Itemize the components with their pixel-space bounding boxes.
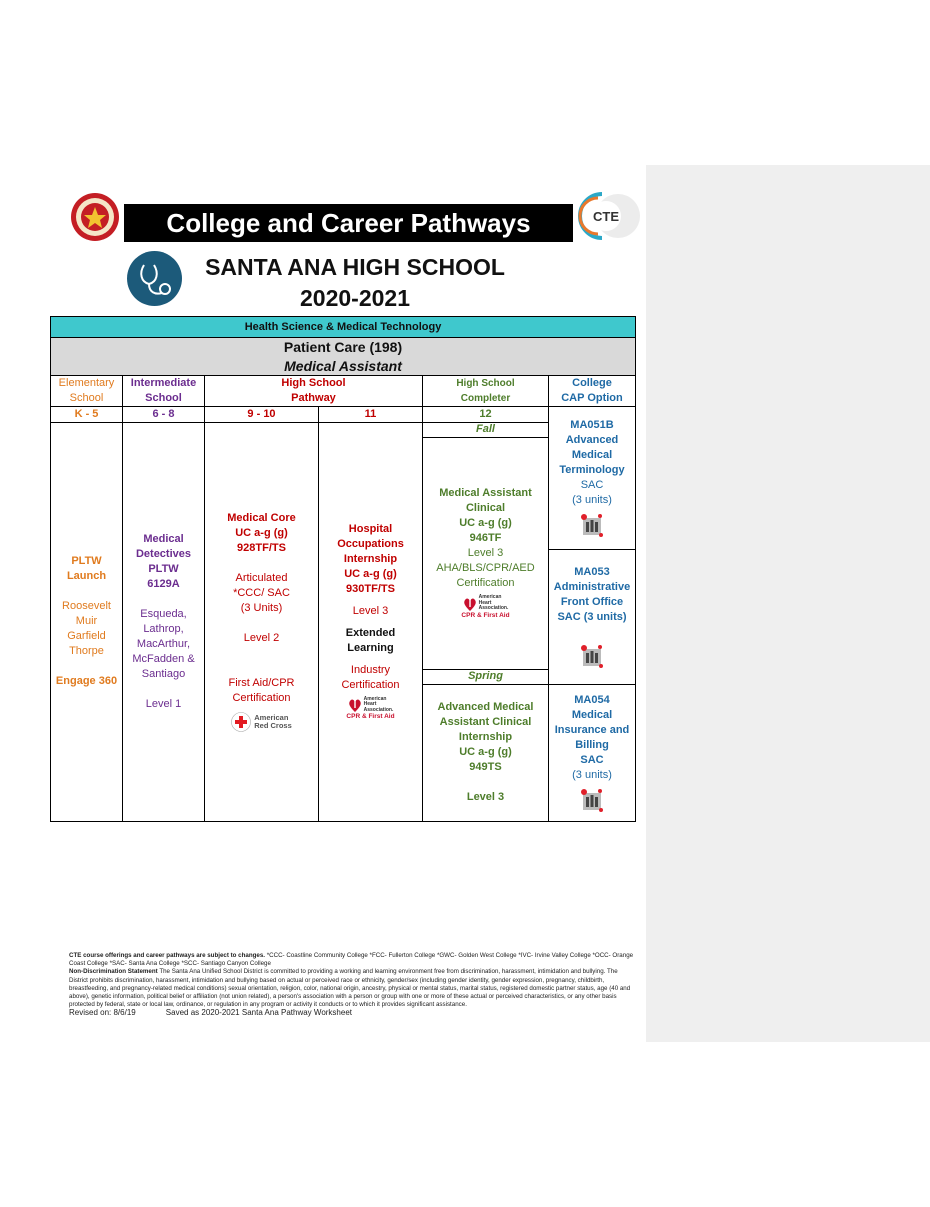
intermediate-line: Detectives — [135, 547, 192, 560]
footer-lead: CTE course offerings and career pathways are subject to changes. — [69, 952, 265, 959]
course-title: UC a-g (g) — [459, 517, 512, 530]
elementary-school: Muir — [75, 615, 98, 627]
elementary-extra: Engage 360 — [55, 675, 118, 687]
col-header-elementary — [50, 376, 123, 407]
school-year: 2020-2021 — [300, 285, 410, 311]
saved-as-note: Saved as 2020-2021 Santa Ana Pathway Worksheet — [165, 1008, 352, 1017]
logo-text: Heart — [478, 599, 492, 606]
col-header-label: CAP Option — [561, 392, 623, 404]
nondiscrimination-text: The Santa Ana Unified School District is committed to providing a working and learning environment free from discrimination, harassment, intimidation and bullying. The District prohibits discrimination, harassment, intimidation and bullying based on actual or perceived race or ethnicity, gender/sex (including gender identity, gender expression, pregnancy, childbirth, breastfeeding, and pregnancy-related medical conditions) sexual orientation, religion, color, national origin, ancestry, physical or mental status, marital status, registered domestic partner status, age (40 and above), genetic information, political belief or affiliation (not union related), a person's association with a person or group with one or more of these actual or perceived characteristics, or any other basis protected by federal, state or local law, ordinance, or regulation in any program or activity it conducts or to which it provides significant assistance. — [69, 968, 631, 1009]
aha-logo — [346, 697, 394, 722]
course-detail: AHA/BLS/CPR/AED — [436, 562, 535, 575]
school-name: SANTA ANA HIGH SCHOOL — [205, 254, 505, 280]
college-course-title: Insurance and — [554, 723, 630, 736]
grade-9-10-column — [204, 422, 319, 822]
red-cross-icon — [231, 712, 251, 732]
course-title: UC a-g (g) — [235, 527, 288, 539]
spring-course — [422, 684, 549, 822]
fall-label: Fall — [422, 422, 549, 438]
intermediate-school: Esqueda, — [140, 607, 187, 620]
college-course-title: Medical — [571, 708, 613, 721]
logo-subtext: CPR & First Aid — [461, 611, 510, 619]
logo-text: Association. — [363, 706, 394, 713]
course-title: Medical Core — [227, 512, 296, 524]
college-course-title: MA053 — [574, 565, 610, 578]
pathway-subtitle: Medical Assistant — [284, 357, 402, 374]
college-course-title: Terminology — [559, 463, 625, 476]
college-building-icon — [579, 787, 605, 813]
course-level: Level 3 — [352, 604, 389, 617]
college-course-title: MA051B — [570, 418, 614, 431]
col-header-label: Intermediate — [130, 377, 197, 389]
extended-learning: Extended — [345, 626, 396, 639]
col-header-label: School — [69, 392, 104, 404]
logo-text: American — [363, 695, 387, 702]
grade-6-8: 6 - 8 — [122, 406, 205, 423]
industry-cert: Certification — [341, 678, 400, 691]
course-title: 946TF — [469, 532, 502, 545]
course-title: Assistant Clinical — [439, 716, 532, 728]
college-course-2 — [548, 549, 636, 685]
page-title: College and Career Pathways — [124, 204, 573, 242]
elementary-program: PLTW — [71, 555, 102, 567]
course-title: Clinical — [465, 502, 506, 515]
intermediate-line: Medical — [143, 532, 184, 545]
college-course-title: MA054 — [574, 693, 610, 706]
intermediate-level: Level 1 — [145, 697, 182, 710]
sausd-seal-logo — [67, 192, 123, 242]
pathway-header — [50, 338, 636, 376]
footer-colleges: *CCC- Coastline Community College *FCC- Fullerton College *GWC- Golden West College *IVC- Irvine Valley College *OCC- Orange Coast College *SAC- Santa Ana College *SCC- Santiago Canyon College — [69, 952, 634, 968]
college-course-3 — [548, 684, 636, 822]
logo-text: Association. — [478, 605, 509, 612]
course-title: Internship — [343, 552, 398, 565]
col-header-label: High School — [281, 377, 346, 389]
grade-11: 11 — [318, 406, 423, 423]
intermediate-school: Lathrop, — [143, 622, 184, 635]
college-building-icon — [579, 512, 605, 538]
col-header-label: Elementary — [58, 377, 115, 389]
elementary-column — [50, 422, 123, 822]
articulation: Articulated — [235, 572, 288, 584]
col-header-intermediate — [122, 376, 205, 407]
intermediate-line: 6129A — [147, 577, 180, 590]
industry-cert: Industry — [350, 663, 391, 676]
intermediate-school: Santiago — [141, 667, 186, 680]
course-title: 928TF/TS — [237, 542, 286, 554]
footer-notes — [69, 952, 637, 1009]
intermediate-school: MacArthur, — [136, 637, 191, 650]
logo-text: American — [478, 594, 502, 601]
course-title: 930TF/TS — [346, 582, 395, 595]
college-course-title: Front Office — [560, 595, 624, 608]
intermediate-line: PLTW — [148, 562, 179, 575]
college-course-title: SAC (3 units) — [557, 610, 627, 623]
elementary-school: Thorpe — [69, 645, 104, 657]
course-detail: Certification — [456, 577, 515, 590]
grade-9-10: 9 - 10 — [204, 406, 319, 423]
college-course-title: Medical — [571, 448, 613, 461]
course-title: 949TS — [469, 761, 502, 773]
college-building-icon — [579, 643, 605, 669]
col-header-completer — [422, 376, 549, 407]
course-title: Occupations — [337, 537, 404, 550]
course-level: Level 2 — [243, 632, 280, 644]
elementary-school: Garfield — [67, 630, 106, 642]
pathway-name: Patient Care (198) — [283, 338, 403, 355]
course-title: Hospital — [348, 522, 393, 535]
elementary-program-2: Launch — [66, 570, 107, 582]
heart-torch-icon — [348, 697, 362, 713]
course-detail: Level 3 — [467, 547, 504, 560]
revised-date: Revised on: 8/6/19 — [69, 1008, 136, 1017]
college-course-title: Billing — [575, 738, 609, 751]
college-course-detail: (3 units) — [572, 768, 612, 781]
grade-11-column — [318, 422, 423, 822]
grade-12: 12 — [422, 406, 549, 423]
intermediate-school: McFadden & — [132, 652, 195, 665]
certification: First Aid/CPR — [228, 677, 295, 689]
intermediate-column — [122, 422, 205, 822]
college-course-1 — [548, 406, 636, 550]
articulation: (3 Units) — [240, 602, 283, 614]
col-header-college — [548, 376, 636, 407]
course-title: UC a-g (g) — [344, 567, 397, 580]
course-title: Advanced Medical — [437, 701, 534, 713]
col-header-label: Pathway — [291, 392, 336, 404]
heart-torch-icon — [463, 596, 477, 612]
college-course-detail: (3 units) — [572, 493, 612, 506]
college-course-detail: SAC — [580, 478, 604, 491]
logo-subtext: CPR & First Aid — [346, 713, 395, 721]
aha-logo — [461, 595, 509, 620]
course-title: Internship — [458, 731, 513, 743]
spring-label: Spring — [422, 669, 549, 685]
logo-text: Red Cross — [254, 721, 292, 730]
col-header-label: High School — [456, 378, 515, 389]
extended-learning: Learning — [347, 641, 394, 654]
course-level: Level 3 — [466, 791, 505, 803]
certification: Certification — [232, 692, 291, 704]
col-header-label: College — [572, 377, 612, 389]
col-header-label: School — [145, 392, 182, 404]
cte-logo-text: CTE — [593, 209, 619, 224]
logo-text: Heart — [363, 701, 377, 708]
fall-course — [422, 437, 549, 670]
course-title: Medical Assistant — [439, 487, 532, 500]
col-header-high-school — [204, 376, 423, 407]
pathway-grid — [50, 316, 636, 822]
articulation: *CCC/ SAC — [233, 587, 290, 599]
nondiscrimination-label: Non-Discrimination Statement — [69, 968, 158, 976]
sector-header: Health Science & Medical Technology — [50, 316, 636, 338]
col-header-label: Completer — [460, 393, 511, 404]
college-course-title: Administrative — [553, 580, 631, 593]
logo-text: American — [254, 713, 289, 722]
college-course-title: SAC — [580, 753, 604, 766]
red-cross-logo — [231, 712, 292, 732]
course-title: UC a-g (g) — [459, 746, 512, 758]
college-course-title: Advanced — [565, 433, 619, 446]
stethoscope-icon — [127, 251, 182, 306]
elementary-school: Roosevelt — [62, 600, 111, 612]
cte-logo — [572, 188, 642, 244]
grade-k5: K - 5 — [50, 406, 123, 423]
side-panel — [646, 165, 930, 1042]
